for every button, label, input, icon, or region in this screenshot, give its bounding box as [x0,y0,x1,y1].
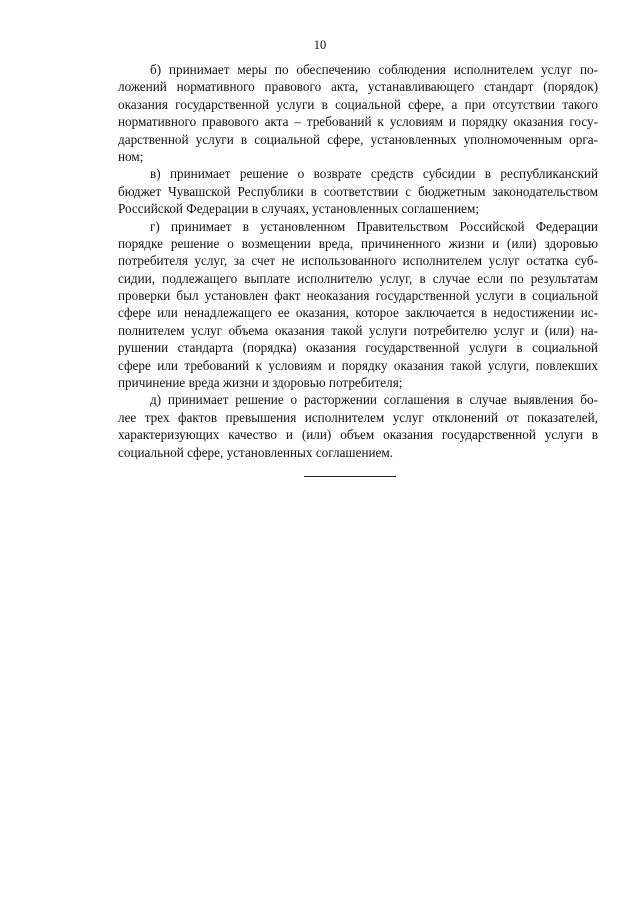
text-line: б) принимает меры по обеспечению соблюдения исполнителем услуг по- [150,62,598,77]
text-line: в) принимает решение о возврате средств субсидии в республиканский [150,166,598,182]
text-line: Российской Федерации в случаях, установленных соглашением; [118,201,479,217]
text-line: проверки был установлен факт неоказания государственной услуги в социальной [118,288,598,304]
text-line: сфере или требований к условиям и порядку оказания такой услуги, повлекших [118,357,598,373]
text-line: бюджет Чувашской Республики в соответствии с бюджетным законодательством [118,183,598,199]
text-line: социальной сфере, установленных соглашением. [118,444,394,460]
text-line: причинение вреда жизни и здоровью потребителя; [118,375,403,391]
text-line: ложений нормативного правового акта, устанавливающего стандарт (порядок) [118,79,598,95]
text-line: нормативного правового акта – требований к условиям и порядку оказания госу- [118,114,598,130]
end-separator-line [304,476,396,477]
text-line: г) принимает в установленном Правительством Российской Федерации [150,218,598,234]
document-body [118,61,598,461]
text-line: сфере или ненадлежащего ее оказания, которое заключается в недостижении ис- [118,305,598,321]
text-line: д) принимает решение о расторжении соглашения в случае выявления бо- [150,392,598,408]
text-line: сидии, подлежащего выплате исполнителю услуг, в случае если по результатам [118,270,598,286]
text-line: потребителя услуг, за счет не использованного исполнителем услуг остатка суб- [118,253,598,269]
text-line: характеризующих качество и (или) объем оказания государственной услуги в [118,427,598,443]
text-line: ном; [118,148,144,164]
text-line: полнителем услуг объема оказания такой услуги потребителю услуг и (или) на- [118,322,598,338]
text-line: лее трех фактов превышения исполнителем услуг отклонений от показателей, [118,409,598,425]
page-number: 10 [313,38,327,52]
text-line: рушении стандарта (порядка) оказания государственной услуги в социальной [118,340,598,356]
text-line: порядке решение о возмещении вреда, причиненного жизни и (или) здоровью [118,235,598,251]
text-line: дарственной услуги в социальной сфере, установленных уполномоченным орга- [118,131,598,147]
text-line: оказания государственной услуги в социальной сфере, а при отсутствии такого [118,96,598,112]
